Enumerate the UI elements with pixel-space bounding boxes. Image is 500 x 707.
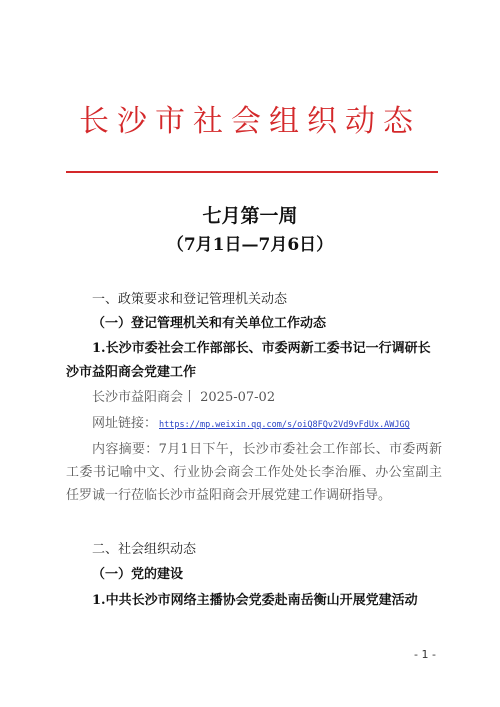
item-title-line-1: 1.长沙市委社会工作部部长、市委两新工委书记一行调研长 — [92, 341, 431, 356]
item-link-row — [92, 415, 410, 434]
item-url-link[interactable]: https://mp.weixin.qq.com/s/oiQ8FQv2Vd9vFdUx.AWJGQ — [159, 420, 410, 430]
week-title: 七月第一周 — [202, 205, 298, 227]
section-heading-policy: 一、政策要求和登记管理机关动态 — [92, 292, 288, 307]
link-label: 网址链接： — [92, 416, 158, 431]
page-number: - 1 - — [414, 648, 436, 661]
subsection-heading-party: （一）党的建设 — [92, 567, 184, 582]
masthead-divider — [66, 171, 438, 173]
subsection-heading-registration: （一）登记管理机关和有关单位工作动态 — [92, 316, 327, 331]
week-date-range: （7月1日—7月6日） — [166, 235, 334, 255]
section-heading-orgs: 二、社会组织动态 — [92, 542, 197, 557]
item-title-party-activity: 1.中共长沙市网络主播协会党委赴南岳衡山开展党建活动 — [92, 593, 418, 608]
item-source: 长沙市益阳商会丨 2025-07-02 — [92, 390, 276, 405]
item-title-line-2: 沙市益阳商会党建工作 — [66, 365, 197, 380]
masthead-title: 长沙市社会组织动态 — [79, 104, 421, 139]
item-summary: 内容摘要：7月1日下午，长沙市委社会工作部长、市委两新工委书记喻中文、行业协会商会工作处处长李治雁、办公室副主任罗诚一行莅临长沙市益阳商会开展党建工作调研指导。 — [66, 442, 442, 503]
